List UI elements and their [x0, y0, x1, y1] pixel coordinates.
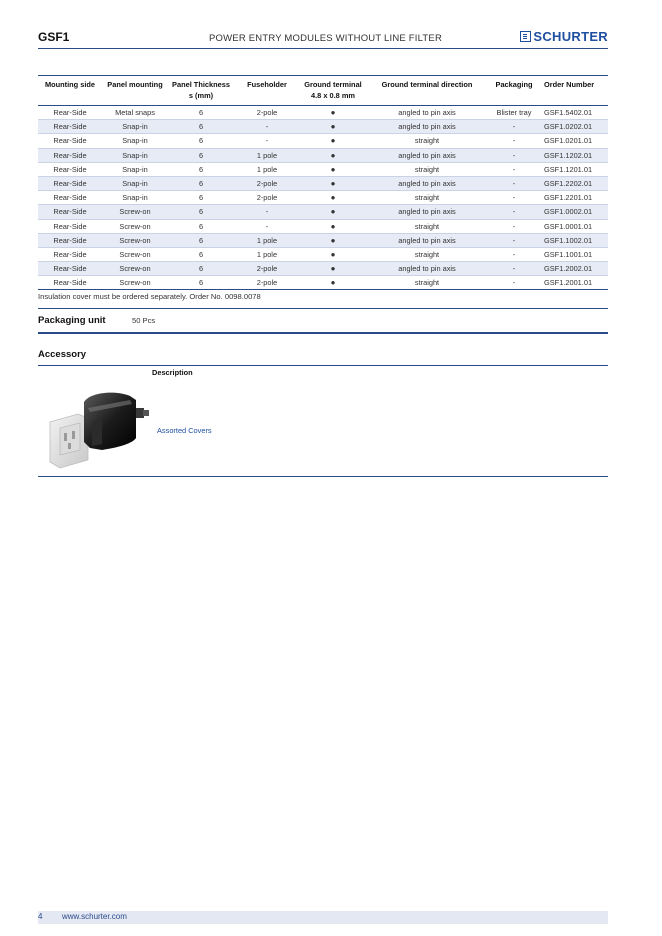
table-cell: Rear-Side: [38, 148, 102, 162]
table-cell: GSF1.1002.01: [540, 233, 608, 247]
column-header: Mounting side: [38, 76, 102, 106]
table-cell: 6: [168, 276, 234, 290]
table-cell: angled to pin axis: [366, 176, 488, 190]
table-cell: Rear-Side: [38, 191, 102, 205]
table-cell: angled to pin axis: [366, 233, 488, 247]
table-cell: GSF1.1001.01: [540, 247, 608, 261]
logo-text: SCHURTER: [533, 29, 608, 44]
table-cell: ●: [300, 276, 366, 290]
table-cell: angled to pin axis: [366, 205, 488, 219]
order-table: [38, 75, 608, 290]
table-cell: angled to pin axis: [366, 106, 488, 120]
table-cell: 6: [168, 134, 234, 148]
page-header: [38, 28, 608, 49]
table-cell: 2-pole: [234, 191, 300, 205]
table-row: [38, 247, 608, 261]
table-cell: straight: [366, 276, 488, 290]
table-cell: -: [234, 120, 300, 134]
table-cell: ●: [300, 262, 366, 276]
table-cell: 6: [168, 162, 234, 176]
insulation-cover-image: [44, 388, 156, 472]
table-cell: -: [488, 276, 540, 290]
product-code: GSF1: [38, 30, 70, 44]
table-cell: GSF1.0202.01: [540, 120, 608, 134]
table-cell: 6: [168, 120, 234, 134]
table-cell: GSF1.2002.01: [540, 262, 608, 276]
table-cell: Rear-Side: [38, 176, 102, 190]
divider: [38, 308, 608, 309]
table-row: [38, 134, 608, 148]
table-cell: -: [488, 219, 540, 233]
table-cell: -: [488, 205, 540, 219]
table-cell: Screw-on: [102, 205, 168, 219]
table-cell: ●: [300, 134, 366, 148]
table-cell: ●: [300, 191, 366, 205]
table-cell: 6: [168, 191, 234, 205]
table-cell: Snap-in: [102, 191, 168, 205]
table-cell: Snap-in: [102, 134, 168, 148]
table-cell: 6: [168, 262, 234, 276]
column-header: Fuseholder: [234, 76, 300, 106]
table-row: [38, 148, 608, 162]
column-header: Ground terminal 4.8 x 0.8 mm: [300, 76, 366, 106]
table-cell: Rear-Side: [38, 247, 102, 261]
table-row: [38, 233, 608, 247]
table-cell: Rear-Side: [38, 106, 102, 120]
packaging-value: 50 Pcs: [132, 316, 156, 325]
table-cell: -: [488, 176, 540, 190]
table-cell: GSF1.0002.01: [540, 205, 608, 219]
table-cell: GSF1.2201.01: [540, 191, 608, 205]
table-cell: GSF1.1202.01: [540, 148, 608, 162]
table-cell: Rear-Side: [38, 120, 102, 134]
table-cell: straight: [366, 134, 488, 148]
column-header: Panel Thickness s (mm): [168, 76, 234, 106]
table-cell: 6: [168, 205, 234, 219]
order-note: Insulation cover must be ordered separately. Order No. 0098.0078: [38, 292, 261, 301]
table-cell: -: [488, 162, 540, 176]
table-cell: straight: [366, 219, 488, 233]
table-row: [38, 191, 608, 205]
table-cell: Rear-Side: [38, 276, 102, 290]
column-header: Panel mounting: [102, 76, 168, 106]
table-cell: Snap-in: [102, 120, 168, 134]
table-cell: ●: [300, 247, 366, 261]
table-cell: -: [488, 120, 540, 134]
schurter-logo: [520, 29, 608, 44]
table-cell: Screw-on: [102, 247, 168, 261]
table-cell: 2-pole: [234, 176, 300, 190]
table-cell: 1 pole: [234, 247, 300, 261]
table-cell: angled to pin axis: [366, 262, 488, 276]
table-cell: ●: [300, 176, 366, 190]
table-row: [38, 219, 608, 233]
table-cell: Screw-on: [102, 233, 168, 247]
table-row: [38, 176, 608, 190]
table-cell: 6: [168, 247, 234, 261]
divider: [38, 365, 608, 366]
table-row: [38, 262, 608, 276]
table-cell: -: [488, 134, 540, 148]
table-cell: Rear-Side: [38, 134, 102, 148]
table-cell: -: [488, 148, 540, 162]
table-cell: -: [234, 205, 300, 219]
table-cell: ●: [300, 120, 366, 134]
table-cell: GSF1.1201.01: [540, 162, 608, 176]
column-header: Packaging: [488, 76, 540, 106]
table-cell: Metal snaps: [102, 106, 168, 120]
table-header-row: [38, 76, 608, 106]
table-cell: straight: [366, 247, 488, 261]
table-cell: 6: [168, 106, 234, 120]
table-cell: Screw-on: [102, 219, 168, 233]
table-cell: ●: [300, 106, 366, 120]
logo-mark-icon: [520, 31, 531, 42]
table-cell: 6: [168, 219, 234, 233]
table-cell: Rear-Side: [38, 262, 102, 276]
column-header: Order Number: [540, 76, 608, 106]
table-cell: Screw-on: [102, 262, 168, 276]
table-cell: Rear-Side: [38, 205, 102, 219]
table-cell: ●: [300, 233, 366, 247]
table-cell: 6: [168, 148, 234, 162]
table-cell: -: [234, 134, 300, 148]
table-cell: -: [488, 233, 540, 247]
table-cell: 1 pole: [234, 233, 300, 247]
packaging-label: Packaging unit: [38, 315, 106, 326]
divider: [38, 476, 608, 477]
accessory-description-header: Description: [152, 368, 193, 377]
table-cell: 6: [168, 233, 234, 247]
table-cell: GSF1.0201.01: [540, 134, 608, 148]
accessory-title: Accessory: [38, 349, 87, 360]
table-cell: ●: [300, 148, 366, 162]
table-cell: Snap-in: [102, 148, 168, 162]
table-cell: GSF1.2202.01: [540, 176, 608, 190]
document-title: POWER ENTRY MODULES WITHOUT LINE FILTER: [209, 33, 443, 44]
table-cell: GSF1.2001.01: [540, 276, 608, 290]
website-link[interactable]: www.schurter.com: [62, 912, 127, 921]
table-cell: ●: [300, 219, 366, 233]
table-cell: straight: [366, 191, 488, 205]
table-cell: ●: [300, 162, 366, 176]
table-cell: -: [234, 219, 300, 233]
page-number: 4: [38, 912, 43, 921]
table-cell: 1 pole: [234, 148, 300, 162]
table-cell: 1 pole: [234, 162, 300, 176]
table-row: [38, 162, 608, 176]
table-cell: Snap-in: [102, 162, 168, 176]
table-row: [38, 106, 608, 120]
divider: [38, 332, 608, 334]
table-row: [38, 276, 608, 290]
table-cell: 2-pole: [234, 106, 300, 120]
table-cell: Blister tray: [488, 106, 540, 120]
order-table-body: [38, 106, 608, 290]
table-cell: -: [488, 191, 540, 205]
table-cell: Rear-Side: [38, 162, 102, 176]
table-cell: Rear-Side: [38, 233, 102, 247]
table-cell: ●: [300, 205, 366, 219]
table-cell: Snap-in: [102, 176, 168, 190]
table-row: [38, 205, 608, 219]
table-cell: Screw-on: [102, 276, 168, 290]
table-cell: Rear-Side: [38, 219, 102, 233]
table-cell: straight: [366, 162, 488, 176]
table-cell: 2-pole: [234, 262, 300, 276]
table-cell: 6: [168, 176, 234, 190]
table-cell: angled to pin axis: [366, 148, 488, 162]
table-cell: GSF1.0001.01: [540, 219, 608, 233]
accessory-item-link[interactable]: Assorted Covers: [157, 426, 212, 435]
table-cell: -: [488, 247, 540, 261]
column-header: Ground terminal direction: [366, 76, 488, 106]
table-cell: GSF1.5402.01: [540, 106, 608, 120]
table-cell: -: [488, 262, 540, 276]
table-cell: angled to pin axis: [366, 120, 488, 134]
table-cell: 2-pole: [234, 276, 300, 290]
page-footer: [38, 911, 608, 924]
table-row: [38, 120, 608, 134]
